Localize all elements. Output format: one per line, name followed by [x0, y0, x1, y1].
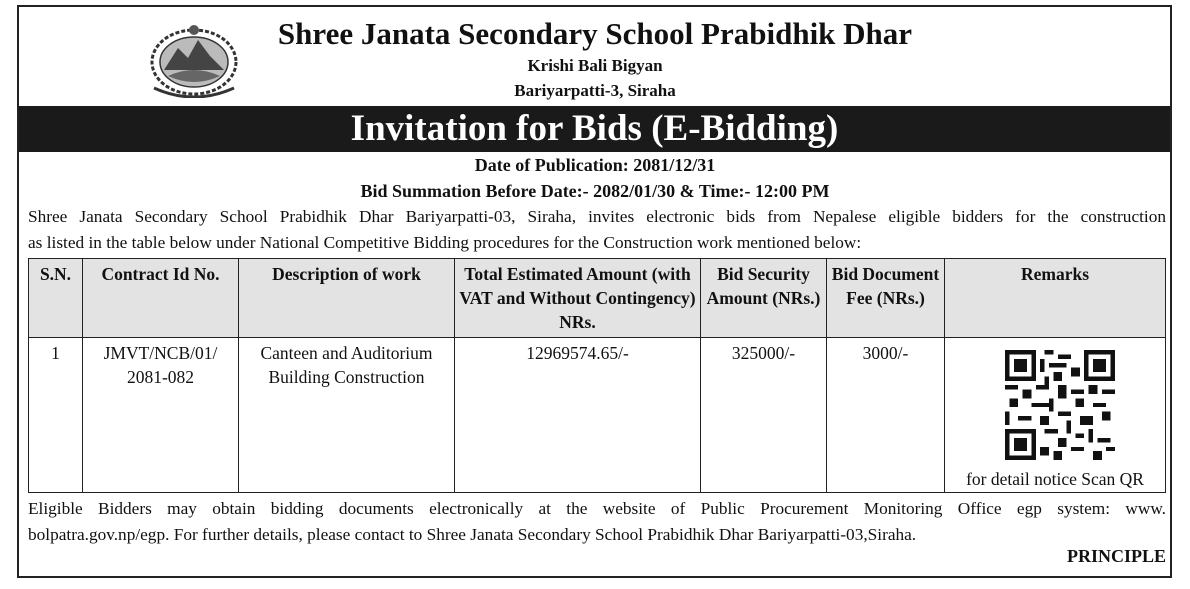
header-subtitle: Krishi Bali Bigyan [527, 56, 663, 75]
header-description: Description of work [239, 259, 455, 338]
header-sn: S.N. [29, 259, 83, 338]
cell-bid-security: 325000/- [701, 338, 827, 493]
table-row [29, 338, 1166, 493]
header-contract-id: Contract Id No. [83, 259, 239, 338]
publication-date: Date of Publication: 2081/12/31 [474, 155, 716, 175]
header-address: Bariyarpatti-3, Siraha [514, 81, 676, 100]
school-name: Shree Janata Secondary School Prabidhik Dhar [277, 16, 913, 51]
cell-remarks [945, 338, 1166, 493]
bids-table [28, 258, 1166, 493]
qr-code-icon[interactable] [1005, 350, 1115, 460]
cell-sn: 1 [29, 338, 83, 493]
header-bid-security: Bid Security Amount (NRs.) [701, 259, 827, 338]
table-header-row [29, 259, 1166, 338]
cell-description: Canteen and Auditorium Building Construction [239, 338, 455, 493]
header-remarks: Remarks [945, 259, 1166, 338]
cell-contract-id: JMVT/NCB/01/ 2081-082 [83, 338, 239, 493]
intro-line-1: Shree Janata Secondary School Prabidhik Dhar Bariyarpatti-03, Siraha, invites electronic bids from Nepalese eligible bidders for the construction [28, 207, 1166, 226]
footer-line-2: bolpatra.gov.np/egp. For further details, please contact to Shree Janata Secondary School Prabidhik Dhar Bariyarpatti-03,Siraha. [28, 525, 917, 544]
header-estimated-amount: Total Estimated Amount (with VAT and Without Contingency) NRs. [455, 259, 701, 338]
cell-estimated-amount: 12969574.65/- [455, 338, 701, 493]
cell-document-fee: 3000/- [827, 338, 945, 493]
intro-line-2: as listed in the table below under National Competitive Bidding procedures for the Construction work mentioned below: [28, 233, 862, 252]
footer-line-1: Eligible Bidders may obtain bidding documents electronically at the website of Public Procurement Monitoring Office egp system: www. [28, 499, 1166, 518]
bid-summation-date: Bid Summation Before Date:- 2082/01/30 & Time:- 12:00 PM [360, 181, 830, 201]
signature-principle: PRINCIPLE [1066, 546, 1166, 566]
header-document-fee: Bid Document Fee (NRs.) [827, 259, 945, 338]
remarks-text: for detail notice Scan QR [966, 469, 1144, 489]
notice-title-banner: Invitation for Bids (E-Bidding) [19, 106, 1170, 152]
